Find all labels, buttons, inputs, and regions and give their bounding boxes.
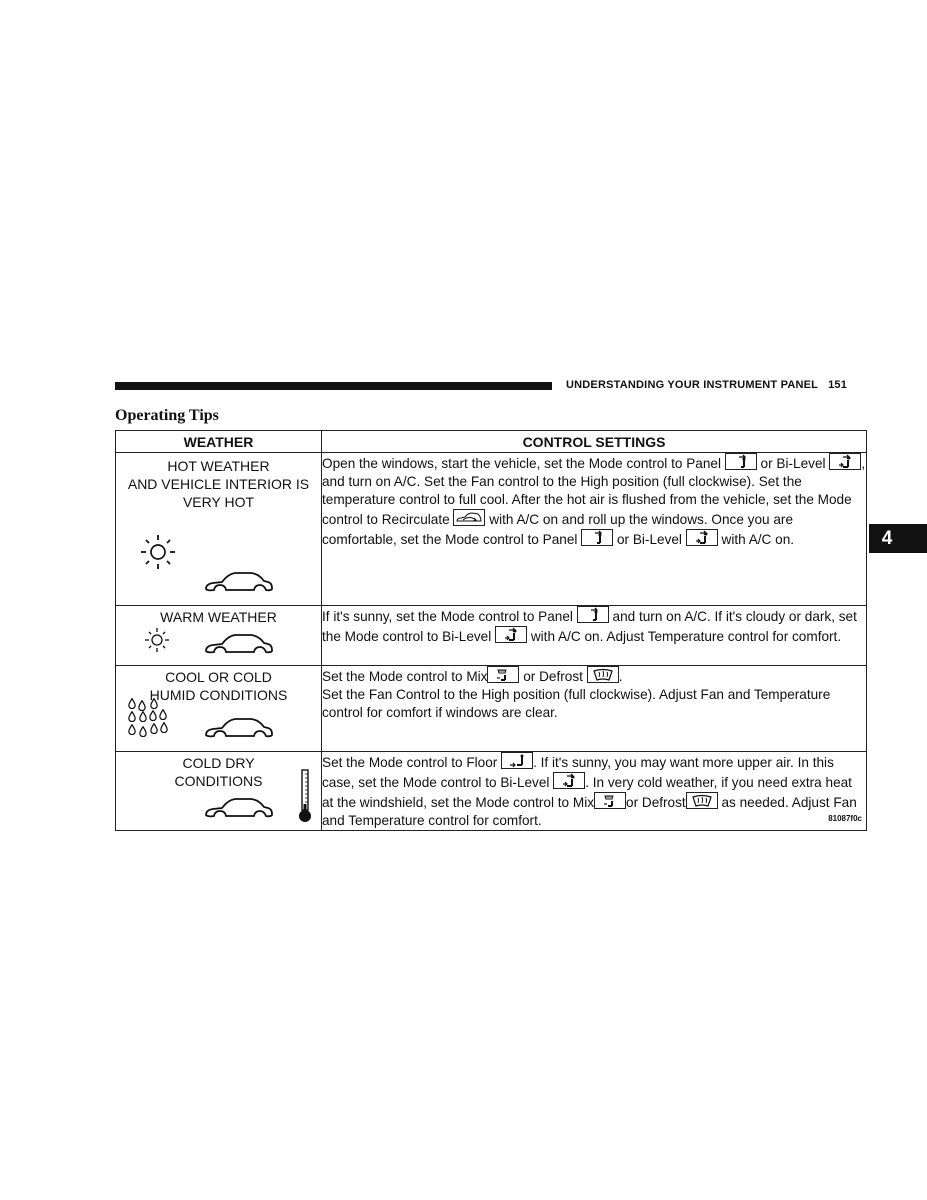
weather-label: WARM WEATHER <box>160 609 277 625</box>
car-icon <box>204 796 274 822</box>
running-header <box>566 379 847 391</box>
defrost-mode-icon <box>587 666 619 683</box>
chapter-tab: 4 <box>869 524 927 553</box>
section-title: Operating Tips <box>115 407 219 424</box>
header-rule <box>115 382 552 390</box>
mix-mode-icon <box>594 792 626 809</box>
sun-icon <box>136 533 182 577</box>
weather-column-header: WEATHER <box>116 431 322 453</box>
thermometer-icon <box>296 768 314 824</box>
table-row <box>116 752 867 831</box>
panel-mode-icon <box>577 606 609 623</box>
page-number: 151 <box>828 379 848 391</box>
bilevel-mode-icon <box>495 626 527 643</box>
car-icon <box>204 716 274 742</box>
raindrops-icon <box>126 698 174 748</box>
bilevel-mode-icon <box>686 529 718 546</box>
settings-cell: If it's sunny, set the Mode control to Panel and turn on A/C. If it's cloudy or dark, set the Mode control to Bi-Level with A/C on. Adjust Temperature control for comfort. <box>322 606 867 666</box>
table-header-row <box>116 431 867 453</box>
settings-cell: Set the Mode control to Mix or Defrost . Set the Fan Control to the High position (full clockwise). Adjust Fan and Temperature control for comfort if windows are clear. <box>322 666 867 752</box>
weather-label: COLD DRY CONDITIONS <box>174 755 263 789</box>
weather-cell <box>116 606 322 666</box>
floor-mode-icon <box>501 752 533 769</box>
figure-code: 81087f0c <box>828 814 862 823</box>
table-row <box>116 453 867 606</box>
weather-cell <box>116 666 322 752</box>
car-icon <box>204 570 274 596</box>
header-title: UNDERSTANDING YOUR INSTRUMENT PANEL <box>566 379 819 391</box>
mix-mode-icon <box>487 666 519 683</box>
settings-cell: Set the Mode control to Floor . If it's sunny, you may want more upper air. In this case, set the Mode control to Bi-Level . In very cold weather, if you need extra heat at the windshield, set the Mode control to Mix or Defrost as needed. Adjust Fan and Temperature control for comfort. 81087f0c <box>322 752 867 831</box>
table-row <box>116 666 867 752</box>
settings-cell: Open the windows, start the vehicle, set the Mode control to Panel or Bi-Level , and turn on A/C. Set the Fan control to the High position (full clockwise). Set the temperature control to full cool. After the hot air is flushed from the vehicle, set the Mode control to Recirculate with A/C on and roll up the windows. Once you are comfortable, set the Mode control to Panel or Bi-Level with A/C on. <box>322 453 867 606</box>
weather-cell <box>116 453 322 606</box>
table-row <box>116 606 867 666</box>
defrost-mode-icon <box>686 792 718 809</box>
sun-icon <box>142 627 174 655</box>
operating-tips-table <box>115 430 867 831</box>
panel-mode-icon <box>725 453 757 470</box>
weather-label: HOT WEATHER AND VEHICLE INTERIOR IS VERY HOT <box>127 458 310 510</box>
control-settings-column-header: CONTROL SETTINGS <box>322 431 867 453</box>
panel-mode-icon <box>581 529 613 546</box>
bilevel-mode-icon <box>553 772 585 789</box>
car-icon <box>204 632 274 658</box>
weather-label: COOL OR COLD HUMID CONDITIONS <box>149 669 288 703</box>
weather-cell <box>116 752 322 831</box>
bilevel-mode-icon <box>829 453 861 470</box>
recirculate-icon <box>453 509 485 526</box>
